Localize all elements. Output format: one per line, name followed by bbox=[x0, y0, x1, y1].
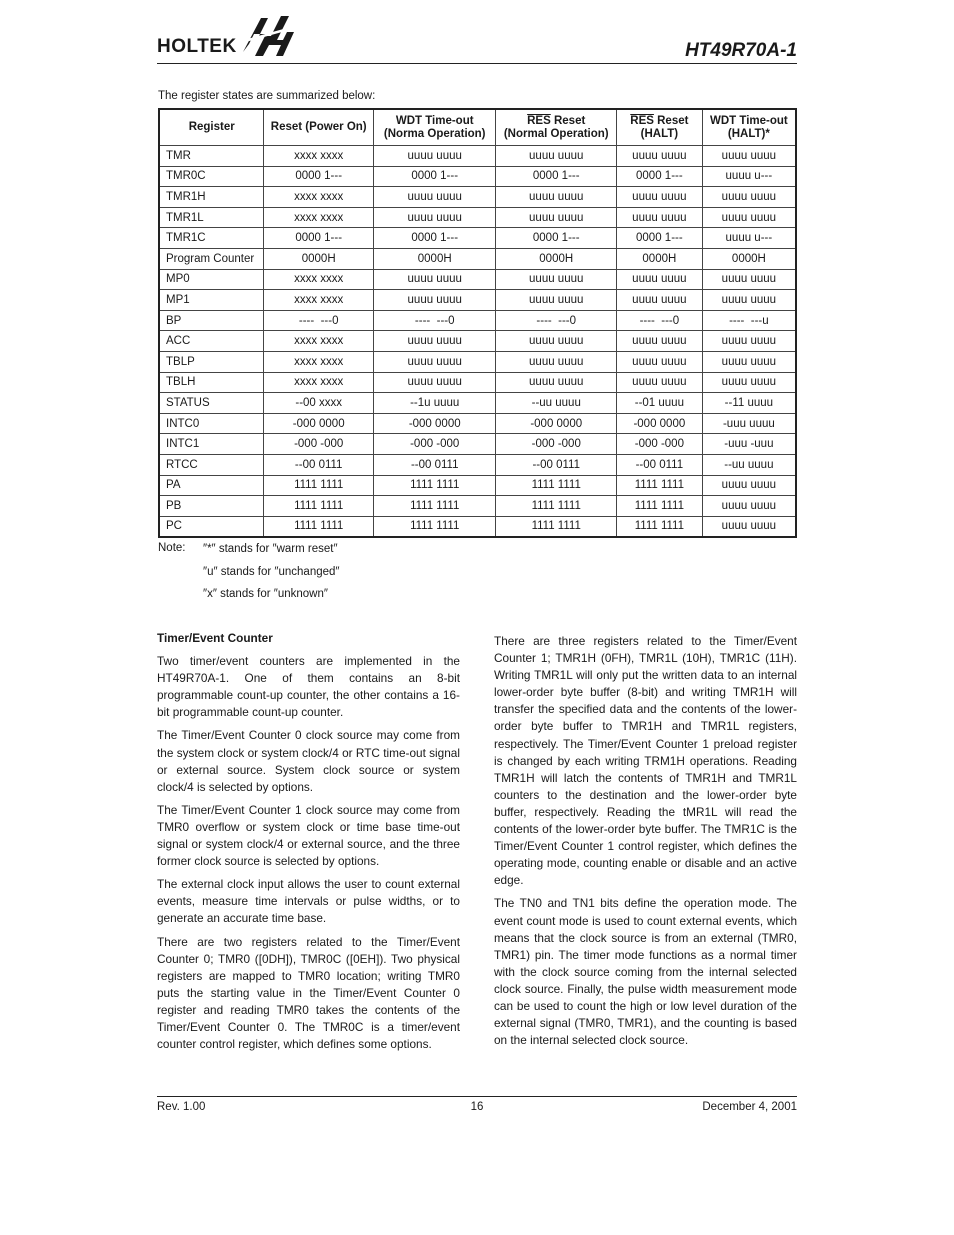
register-state-cell: -000 0000 bbox=[616, 413, 702, 434]
register-name-cell: TMR1H bbox=[159, 187, 264, 208]
register-state-cell: xxxx xxxx bbox=[264, 351, 374, 372]
register-name-cell: RTCC bbox=[159, 454, 264, 475]
table-row bbox=[159, 248, 796, 269]
register-state-cell: uuuu uuuu bbox=[616, 331, 702, 352]
register-state-cell: 1111 1111 bbox=[373, 496, 496, 517]
register-state-cell: --00 0111 bbox=[496, 454, 617, 475]
register-state-cell: uuuu uuuu bbox=[496, 290, 617, 311]
table-intro: The register states are summarized below: bbox=[158, 90, 376, 102]
register-state-cell: xxxx xxxx bbox=[264, 372, 374, 393]
table-row bbox=[159, 146, 796, 167]
register-state-cell: 0000 1--- bbox=[373, 228, 496, 249]
register-state-cell: uuuu uuuu bbox=[373, 269, 496, 290]
register-name-cell: STATUS bbox=[159, 393, 264, 414]
register-state-cell: uuuu uuuu bbox=[496, 146, 617, 167]
table-row bbox=[159, 351, 796, 372]
paragraph: The TN0 and TN1 bits define the operation mode. The event count mode is used to count external events, which means that the clock source is from an external (TMR0, TMR1) pin. The timer mode functions as a normal timer with the clock source coming from the internal selected clock source. Finally, the pulse width measurement mode can be used to count the high or low level duration of the external signal (TMR0, TMR1), and the counting is based on the internal selected clock source. bbox=[494, 896, 797, 1048]
register-state-cell: ---- ---0 bbox=[264, 310, 374, 331]
register-state-cell: uuuu uuuu bbox=[702, 496, 796, 517]
register-state-cell: 1111 1111 bbox=[616, 516, 702, 537]
register-state-cell: --00 xxxx bbox=[264, 393, 374, 414]
register-state-cell: 1111 1111 bbox=[264, 516, 374, 537]
register-state-cell: uuuu uuuu bbox=[702, 372, 796, 393]
register-state-cell: uuuu uuuu bbox=[373, 372, 496, 393]
section-heading: Timer/Event Counter bbox=[157, 631, 273, 645]
paragraph: The Timer/Event Counter 0 clock source may come from the system clock or system clock/4 or RTC time-out signal or external source. System clock source or system clock/4 is selected by options. bbox=[157, 728, 460, 794]
register-state-cell: uuuu u--- bbox=[702, 166, 796, 187]
register-state-cell: -000 -000 bbox=[616, 434, 702, 455]
register-state-cell: uuuu uuuu bbox=[496, 331, 617, 352]
register-state-cell: uuuu uuuu bbox=[373, 146, 496, 167]
table-row bbox=[159, 434, 796, 455]
holtek-emblem-icon bbox=[239, 12, 301, 60]
register-state-cell: --00 0111 bbox=[373, 454, 496, 475]
register-name-cell: TMR1L bbox=[159, 207, 264, 228]
register-state-cell: -uuu uuuu bbox=[702, 413, 796, 434]
register-state-cell: uuuu uuuu bbox=[702, 475, 796, 496]
register-state-cell: --11 uuuu bbox=[702, 393, 796, 414]
table-row bbox=[159, 290, 796, 311]
register-name-cell: BP bbox=[159, 310, 264, 331]
table-row bbox=[159, 187, 796, 208]
note-warm-reset: ″*″ stands for ″warm reset″ bbox=[203, 543, 338, 555]
register-state-cell: -000 0000 bbox=[264, 413, 374, 434]
register-state-cell: -000 -000 bbox=[264, 434, 374, 455]
register-state-cell: xxxx xxxx bbox=[264, 290, 374, 311]
register-state-cell: 1111 1111 bbox=[373, 516, 496, 537]
paragraph: Two timer/event counters are implemented in the HT49R70A-1. One of them contains an 8-bit programmable count-up counter, the other contains a 16-bit programmable count-up counter. bbox=[157, 654, 460, 720]
register-state-cell: uuuu uuuu bbox=[616, 269, 702, 290]
note-unknown: ″x″ stands for ″unknown″ bbox=[203, 588, 328, 600]
table-row bbox=[159, 413, 796, 434]
register-state-cell: -000 -000 bbox=[496, 434, 617, 455]
register-state-cell: xxxx xxxx bbox=[264, 269, 374, 290]
column-header: WDT Time-out (Norma Operation) bbox=[373, 109, 496, 146]
right-column bbox=[494, 633, 797, 1055]
register-state-cell: uuuu uuuu bbox=[496, 207, 617, 228]
register-states-table bbox=[158, 108, 797, 538]
register-state-cell: xxxx xxxx bbox=[264, 146, 374, 167]
register-state-cell: -000 0000 bbox=[373, 413, 496, 434]
register-name-cell: TBLP bbox=[159, 351, 264, 372]
footer-revision: Rev. 1.00 bbox=[157, 1101, 206, 1113]
register-state-cell: 0000 1--- bbox=[496, 166, 617, 187]
register-state-cell: uuuu uuuu bbox=[373, 290, 496, 311]
register-state-cell: 1111 1111 bbox=[496, 475, 617, 496]
column-header: $\overline{RES}$ Reset (HALT) bbox=[616, 109, 702, 146]
register-state-cell: 1111 1111 bbox=[264, 496, 374, 517]
register-state-cell: 1111 1111 bbox=[264, 475, 374, 496]
table-row bbox=[159, 166, 796, 187]
column-header: WDT Time-out (HALT)* bbox=[702, 109, 796, 146]
register-name-cell: TMR bbox=[159, 146, 264, 167]
register-state-cell: uuuu uuuu bbox=[616, 207, 702, 228]
register-state-cell: 0000H bbox=[373, 248, 496, 269]
register-state-cell: uuuu uuuu bbox=[702, 207, 796, 228]
table-row bbox=[159, 269, 796, 290]
paragraph: There are two registers related to the Timer/Event Counter 0; TMR0 ([0DH]), TMR0C ([0EH]). Two physical registers are mapped to TMR0 location; writing TMR0 puts the starting value in the Timer/Event Counter 0 register and reading TMR0 takes the contents of the Timer/Event Counter 0. The TMR0C is a timer/event counter control register, which defines some options. bbox=[157, 934, 460, 1052]
header-divider bbox=[157, 63, 797, 64]
paragraph: The external clock input allows the user to count external events, measure time intervals or pulse widths, or to generate an accurate time base. bbox=[157, 877, 460, 926]
register-state-cell: uuuu uuuu bbox=[702, 187, 796, 208]
register-state-cell: uuuu uuuu bbox=[702, 331, 796, 352]
paragraph: The Timer/Event Counter 1 clock source may come from TMR0 overflow or system clock or time base time-out signal or system clock/4 or external source, and the three former clock source is selected by options. bbox=[157, 802, 460, 869]
register-name-cell: INTC0 bbox=[159, 413, 264, 434]
register-state-cell: uuuu uuuu bbox=[373, 331, 496, 352]
register-state-cell: ---- ---u bbox=[702, 310, 796, 331]
footer-divider bbox=[157, 1096, 797, 1097]
column-header: $\overline{RES}$ Reset (Normal Operation) bbox=[496, 109, 617, 146]
register-state-cell: 1111 1111 bbox=[616, 496, 702, 517]
register-state-cell: uuuu uuuu bbox=[496, 351, 617, 372]
register-state-cell: -000 -000 bbox=[373, 434, 496, 455]
footer-date: December 4, 2001 bbox=[702, 1101, 797, 1113]
brand-name: HOLTEK bbox=[157, 36, 237, 57]
register-state-cell: --00 0111 bbox=[264, 454, 374, 475]
register-state-cell: 0000H bbox=[496, 248, 617, 269]
register-state-cell: uuuu uuuu bbox=[616, 290, 702, 311]
register-state-cell: -uuu -uuu bbox=[702, 434, 796, 455]
register-state-cell: xxxx xxxx bbox=[264, 187, 374, 208]
footer-page-number: 16 bbox=[470, 1101, 484, 1113]
register-state-cell: xxxx xxxx bbox=[264, 331, 374, 352]
register-state-cell: 1111 1111 bbox=[496, 516, 617, 537]
register-state-cell: uuuu uuuu bbox=[373, 187, 496, 208]
register-state-cell: uuuu u--- bbox=[702, 228, 796, 249]
table-row bbox=[159, 454, 796, 475]
register-state-cell: uuuu uuuu bbox=[702, 290, 796, 311]
register-state-cell: uuuu uuuu bbox=[616, 146, 702, 167]
register-name-cell: TMR1C bbox=[159, 228, 264, 249]
register-name-cell: TBLH bbox=[159, 372, 264, 393]
note-label: Note: bbox=[158, 542, 186, 554]
register-name-cell: PB bbox=[159, 496, 264, 517]
register-state-cell: uuuu uuuu bbox=[496, 372, 617, 393]
register-state-cell: uuuu uuuu bbox=[373, 207, 496, 228]
table-row bbox=[159, 228, 796, 249]
register-state-cell: 0000 1--- bbox=[264, 166, 374, 187]
table-row bbox=[159, 516, 796, 537]
register-state-cell: 0000 1--- bbox=[616, 166, 702, 187]
column-header: Reset (Power On) bbox=[264, 109, 374, 146]
register-state-cell: 0000H bbox=[702, 248, 796, 269]
register-name-cell: MP0 bbox=[159, 269, 264, 290]
register-state-cell: 0000 1--- bbox=[496, 228, 617, 249]
paragraph: There are three registers related to the Timer/Event Counter 1; TMR1H (0FH), TMR1L (10H), TMR1C (11H). Writing TMR1L will only put the written data to an internal lower-order byte buffer (8-bit) and writing TMR1H will transfer the specified data and the contents of the lower-order byte buffer to TMR1H and TMR1L registers, respectively. The Timer/Event Counter 1 preload register is changed by each writing TRM1H operations. Reading TMR1H will latch the contents of TMR1H and TMR1L counters to the destination and the lower-order byte buffer, respectively. Reading the tMR1L will read the contents of the lower-order byte buffer. The TMR1C is the Timer/Event Counter 1 control register, which defines the operating mode, counting enable or disable and an active edge. bbox=[494, 634, 797, 888]
left-column bbox=[157, 630, 460, 1059]
register-state-cell: uuuu uuuu bbox=[702, 351, 796, 372]
register-name-cell: TMR0C bbox=[159, 166, 264, 187]
register-state-cell: uuuu uuuu bbox=[702, 516, 796, 537]
table-row bbox=[159, 207, 796, 228]
register-state-cell: 1111 1111 bbox=[496, 496, 617, 517]
register-state-cell: uuuu uuuu bbox=[496, 187, 617, 208]
register-state-cell: xxxx xxxx bbox=[264, 207, 374, 228]
register-state-cell: 1111 1111 bbox=[373, 475, 496, 496]
table-header-row bbox=[159, 109, 796, 146]
register-state-cell: --1u uuuu bbox=[373, 393, 496, 414]
table-row bbox=[159, 496, 796, 517]
register-state-cell: ---- ---0 bbox=[496, 310, 617, 331]
register-state-cell: 0000H bbox=[264, 248, 374, 269]
register-state-cell: uuuu uuuu bbox=[496, 269, 617, 290]
register-state-cell: ---- ---0 bbox=[373, 310, 496, 331]
register-state-cell: uuuu uuuu bbox=[702, 146, 796, 167]
register-state-cell: uuuu uuuu bbox=[616, 351, 702, 372]
register-state-cell: 0000 1--- bbox=[264, 228, 374, 249]
note-unchanged: ″u″ stands for ″unchanged″ bbox=[203, 566, 340, 578]
register-state-cell: 0000 1--- bbox=[616, 228, 702, 249]
register-name-cell: Program Counter bbox=[159, 248, 264, 269]
register-state-cell: uuuu uuuu bbox=[616, 187, 702, 208]
register-state-cell: uuuu uuuu bbox=[616, 372, 702, 393]
register-state-cell: --01 uuuu bbox=[616, 393, 702, 414]
register-state-cell: 0000 1--- bbox=[373, 166, 496, 187]
document-title: HT49R70A-1 bbox=[685, 40, 797, 61]
register-name-cell: ACC bbox=[159, 331, 264, 352]
register-name-cell: INTC1 bbox=[159, 434, 264, 455]
register-state-cell: -000 0000 bbox=[496, 413, 617, 434]
table-row bbox=[159, 331, 796, 352]
table-row bbox=[159, 475, 796, 496]
register-state-cell: --uu uuuu bbox=[702, 454, 796, 475]
register-state-cell: ---- ---0 bbox=[616, 310, 702, 331]
register-state-cell: uuuu uuuu bbox=[702, 269, 796, 290]
register-state-cell: 1111 1111 bbox=[616, 475, 702, 496]
register-state-cell: uuuu uuuu bbox=[373, 351, 496, 372]
holtek-logo bbox=[157, 12, 307, 62]
register-state-cell: 0000H bbox=[616, 248, 702, 269]
column-header: Register bbox=[159, 109, 264, 146]
register-name-cell: MP1 bbox=[159, 290, 264, 311]
register-state-cell: --00 0111 bbox=[616, 454, 702, 475]
register-name-cell: PA bbox=[159, 475, 264, 496]
register-state-cell: --uu uuuu bbox=[496, 393, 617, 414]
table-row bbox=[159, 393, 796, 414]
register-name-cell: PC bbox=[159, 516, 264, 537]
table-row bbox=[159, 372, 796, 393]
table-row bbox=[159, 310, 796, 331]
